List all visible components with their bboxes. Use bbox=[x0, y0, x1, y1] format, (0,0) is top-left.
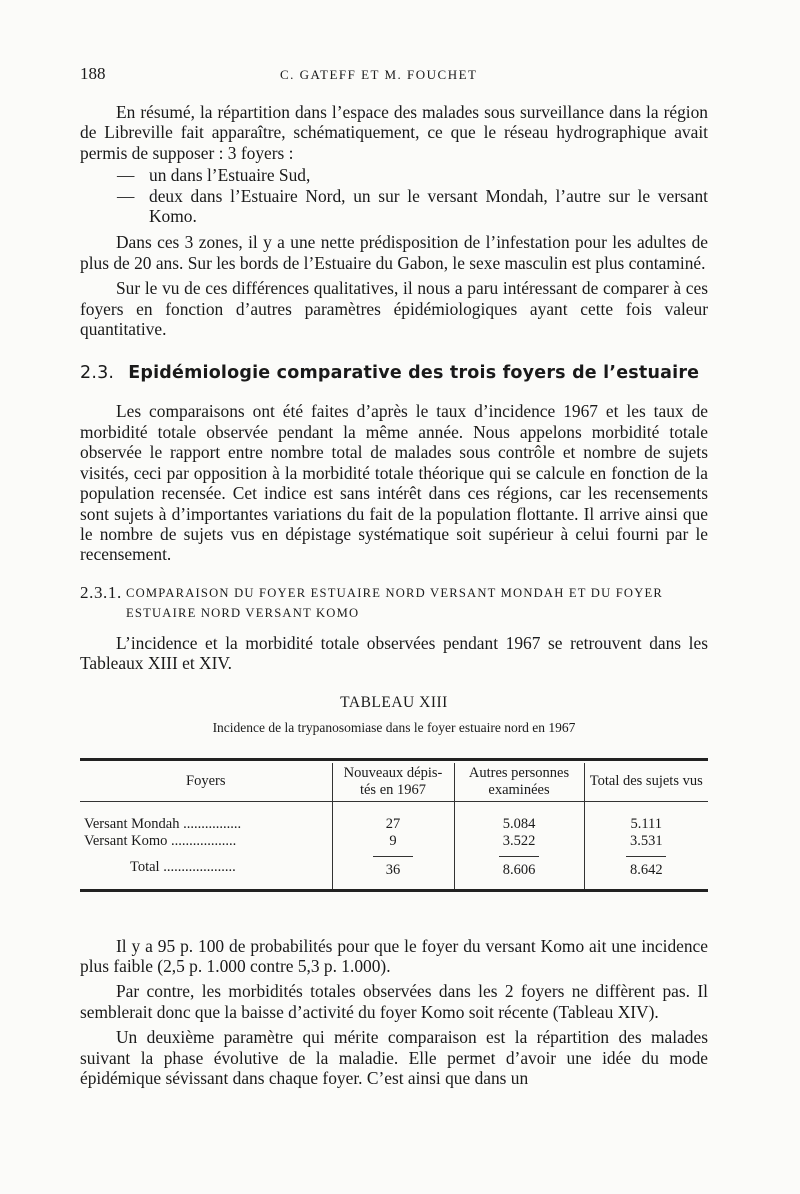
column-header: Autres personnes examinées bbox=[454, 763, 584, 802]
intro-paragraph-2: Dans ces 3 zones, il y a une nette prédisposition de l’infestation pour les adultes de plus de 20 ans. Sur les bords de l’Estuaire du Gabon, le sexe masculin est plus contaminé. bbox=[80, 232, 708, 273]
cell-others: 3.522 bbox=[454, 833, 584, 850]
foyers-list bbox=[80, 165, 708, 226]
cell-new: 36 bbox=[373, 856, 413, 879]
page-header bbox=[80, 64, 708, 88]
column-header: Foyers bbox=[80, 763, 332, 802]
table-row bbox=[80, 816, 708, 833]
cell-others: 5.084 bbox=[454, 816, 584, 833]
list-item: — un dans l’Estuaire Sud, bbox=[80, 165, 708, 185]
intro-paragraph-1: En résumé, la répartition dans l’espace des malades sous surveillance dans la région de Libreville fait apparaître, schématiquement, ce que le réseau hydrographique avait permis de supposer : 3 foyers : bbox=[80, 102, 708, 163]
list-item: — deux dans l’Estuaire Nord, un sur le versant Mondah, l’autre sur le versant Komo. bbox=[80, 186, 708, 227]
cell-new: 9 bbox=[332, 833, 454, 850]
subsection-title: COMPARAISON DU FOYER ESTUAIRE NORD VERSANT MONDAH ET DU FOYER ESTUAIRE NORD VERSANT KOMO bbox=[126, 585, 664, 620]
cell-total: 5.111 bbox=[584, 816, 708, 833]
column-header: Nouveaux dépis-tés en 1967 bbox=[332, 763, 454, 802]
cell-others: 8.606 bbox=[499, 856, 539, 879]
cell-total: 3.531 bbox=[584, 833, 708, 850]
page-number: 188 bbox=[80, 64, 106, 83]
row-label: Versant Mondah ................ bbox=[84, 815, 242, 832]
incidence-table bbox=[80, 758, 708, 892]
subsection-number: 2.3.1. bbox=[80, 582, 122, 602]
closing-paragraph-2: Par contre, les morbidités totales observées dans les 2 foyers ne diffèrent pas. Il semblerait donc que la baisse d’activité du foyer Komo soit récente (Tableau XIV). bbox=[80, 981, 708, 1022]
running-title: C. GATEFF ET M. FOUCHET bbox=[280, 67, 478, 82]
table-row bbox=[80, 833, 708, 850]
section-number: 2.3. bbox=[80, 363, 115, 384]
table-subtitle: Incidence de la trypanosomiase dans le foyer estuaire nord en 1967 bbox=[212, 719, 576, 735]
section-title: Epidémiologie comparative des trois foyers de l’estuaire bbox=[128, 363, 700, 384]
subsection-heading bbox=[80, 583, 708, 623]
cell-new: 27 bbox=[332, 816, 454, 833]
row-label: Versant Komo .................. bbox=[84, 832, 237, 849]
intro-paragraph-3: Sur le vu de ces différences qualitatives, il nous a paru intéressant de comparer à ces foyers en fonction d’autres paramètres épidémiologiques ayant cette fois valeur quantitative. bbox=[80, 278, 708, 340]
column-header: Total des sujets vus bbox=[584, 763, 708, 802]
table-total-row bbox=[80, 850, 708, 891]
table-title: TABLEAU XIII bbox=[340, 693, 448, 711]
row-label: Total .................... bbox=[80, 850, 332, 891]
closing-paragraph-1: Il y a 95 p. 100 de probabilités pour que le foyer du versant Komo ait une incidence plus faible (2,5 p. 1.000 contre 5,3 p. 1.000). bbox=[80, 935, 708, 976]
page bbox=[80, 64, 708, 1088]
cell-total: 8.642 bbox=[626, 856, 666, 879]
subsection-paragraph: L’incidence et la morbidité totale observées pendant 1967 se retrouvent dans les Tableaux XIII et XIV. bbox=[80, 632, 708, 674]
section-heading bbox=[80, 363, 708, 383]
section-paragraph: Les comparaisons ont été faites d’après le taux d’incidence 1967 et les taux de morbidité totale observée pendant la même année. Nous appelons morbidité totale observée le rapport entre nombre total de malades sous contrôle et nombre de sujets visités, ceci par opposition à la morbidité totale théorique qui se calcule en fonction de la population recensée. Cet indice est sans intérêt dans ces régions, car les recensements sont sujets à d’importantes variations du fait de la population flottante. Il arrive ainsi que le nombre de sujets vus en dépistage systématique soit supérieur à celui fourni par le recensement. bbox=[80, 401, 708, 565]
closing-paragraph-3: Un deuxième paramètre qui mérite comparaison est la répartition des malades suivant la phase évolutive de la maladie. Elle permet d’avoir une idée du mode épidémique sévissant dans chaque foyer. C’est ainsi que dans un bbox=[80, 1027, 708, 1088]
